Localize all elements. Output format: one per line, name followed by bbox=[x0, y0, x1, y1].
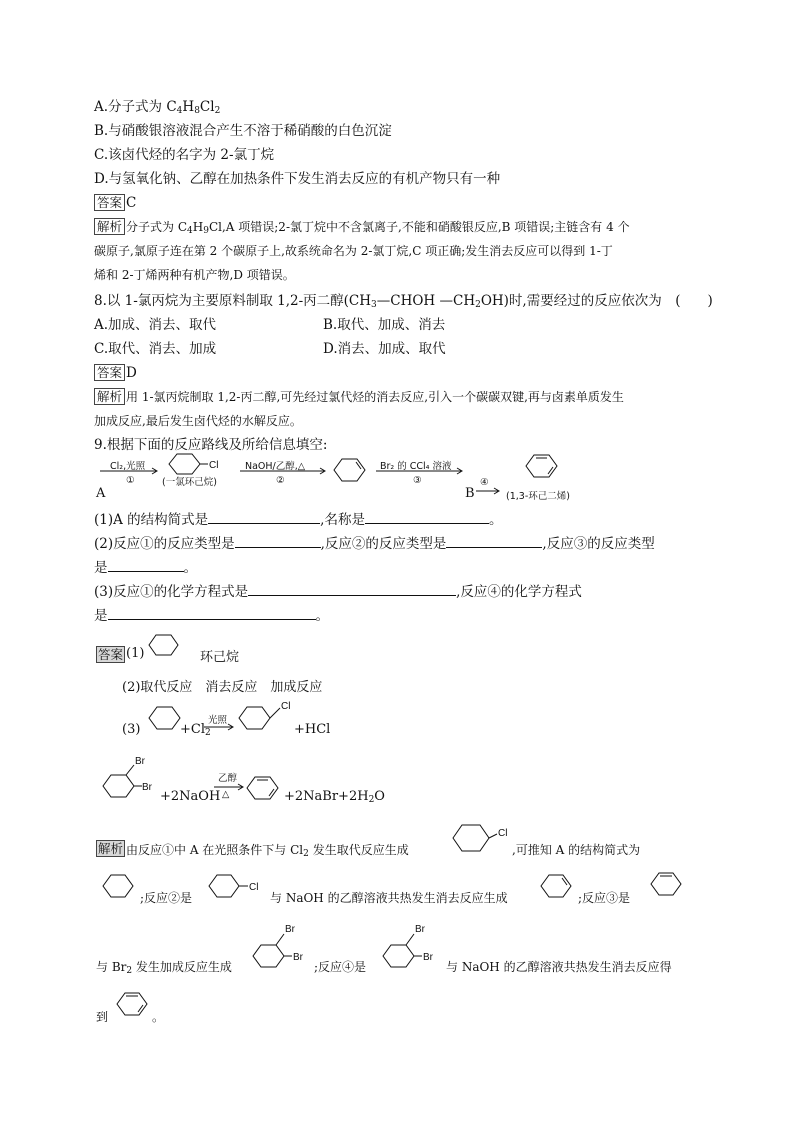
expl-chlorocyclohexane-1 bbox=[450, 822, 514, 854]
q9-expl-line2b: 与 NaOH 的乙醇溶液共热发生消去反应生成 bbox=[270, 891, 508, 905]
q9-ans1-prefix: (1) bbox=[126, 646, 145, 661]
eq1-condition: 光照 bbox=[208, 715, 228, 726]
svg-text:Br: Br bbox=[142, 782, 152, 793]
svg-text:Br: Br bbox=[135, 756, 145, 767]
q9-expl-line1: 由反应①中 A 在光照条件下与 $Cl_2$ 发生取代反应生成 bbox=[126, 843, 409, 859]
q9-ans2: (2)取代反应 消去反应 加成反应 bbox=[122, 680, 323, 695]
route-arrow-4 bbox=[476, 488, 504, 494]
q9-explanation-tag: 解析 bbox=[98, 841, 124, 856]
svg-text:Cl: Cl bbox=[281, 701, 291, 712]
q7-explanation-line2: 碳原子,氯原子连在第 2 个碳原子上,故系统命名为 2-氯丁烷,C 项正确;发生消去反应可以得到 1-丁 bbox=[94, 244, 613, 258]
eq1-arrow bbox=[204, 724, 238, 730]
q9-expl-line3c: ;反应④是 bbox=[314, 960, 367, 974]
q8-option-a: A.加成、消去、取代 bbox=[94, 317, 217, 333]
answer-tag: 答案 bbox=[94, 194, 125, 211]
q9-part2-cont: 是 。 bbox=[94, 557, 197, 577]
expl-chlorocyclohexane-2 bbox=[206, 872, 266, 902]
q9-part1: (1)A 的结构简式是 ,名称是 。 bbox=[94, 509, 502, 529]
route-step3-reagent: Br₂ 的 CCl₄ 溶液 bbox=[380, 461, 452, 472]
route-prod1-label: (一氯环己烷) bbox=[162, 477, 217, 488]
q9-part3: (3)反应①的化学方程式是 ,反应④的化学方程式 bbox=[94, 581, 582, 601]
q8-option-b: B.取代、加成、消去 bbox=[323, 317, 446, 333]
q7-option-b: B.与硝酸银溶液混合产生不溶于稀硝酸的白色沉淀 bbox=[94, 123, 392, 139]
q8-explanation-line1: 解析 用 1-氯丙烷制取 1,2-丙二醇,可先经过氯代烃的消去反应,引入一个碳碳双键,再与卤素单质发生 bbox=[94, 388, 624, 406]
route-step3-num: ③ bbox=[413, 475, 422, 486]
route-step4-num: ④ bbox=[480, 477, 489, 488]
q9-expl-line4a: 到 bbox=[96, 1010, 109, 1024]
q9-expl-line3d: 与 NaOH 的乙醇溶液共热发生消去反应得 bbox=[446, 960, 672, 974]
expl-dibromocyclohexane-2 bbox=[380, 922, 442, 972]
eq1-reagent: $+Cl_2$ bbox=[180, 722, 211, 738]
answer-tag: 答案 bbox=[94, 364, 125, 381]
route-step2-reagent: NaOH/乙醇,△ bbox=[245, 461, 306, 472]
q8-answer: 答案 D bbox=[94, 364, 137, 382]
eq2-arrow bbox=[214, 784, 248, 790]
eq2-condition-bottom: △ bbox=[222, 789, 230, 800]
route-a: A bbox=[96, 486, 106, 501]
eq2-cyclohexadiene bbox=[244, 774, 284, 804]
q9-part2: (2)反应①的反应类型是 ,反应②的反应类型是 ,反应③的反应类型 bbox=[94, 533, 655, 553]
eq2-tail: $+2NaBr+2H_2O$ bbox=[284, 789, 385, 805]
svg-text:Cl: Cl bbox=[498, 828, 508, 839]
q9-ans3-prefix: (3) bbox=[122, 722, 141, 737]
route-step1-num: ① bbox=[126, 475, 135, 486]
svg-text:Cl: Cl bbox=[249, 882, 259, 893]
route-prod4-label: (1,3-环己二烯) bbox=[506, 491, 570, 502]
q9-expl-line4b: 。 bbox=[152, 1010, 165, 1024]
eq1-chlorocyclohexane bbox=[236, 700, 296, 734]
q9-stem: 9.根据下面的反应路线及所给信息填空: bbox=[94, 437, 328, 453]
expl-cyclohexadiene bbox=[114, 990, 150, 1020]
q9-expl-line1-end: ,可推知 A 的结构简式为 bbox=[512, 843, 641, 857]
q9-ans1-name: 环己烷 bbox=[200, 650, 240, 665]
svg-text:Br: Br bbox=[285, 924, 295, 935]
q9-part3-cont: 是 。 bbox=[94, 605, 329, 625]
route-arrow-2 bbox=[240, 468, 330, 474]
q8-explanation-line2: 加成反应,最后发生卤代烃的水解反应。 bbox=[94, 414, 302, 428]
q9-expl-line2c: ;反应③是 bbox=[578, 891, 631, 905]
q9-expl-line3a: 与 $Br_2$ 发生加成反应生成 bbox=[96, 960, 232, 976]
q7-explanation-line3: 烯和 2-丁烯两种有机产物,D 项错误。 bbox=[94, 268, 295, 282]
explanation-tag: 解析 bbox=[94, 218, 125, 235]
eq2-dibromocyclohexane bbox=[100, 756, 158, 802]
expl-cyclohexene-2 bbox=[648, 870, 684, 900]
route-arrow-3 bbox=[376, 468, 466, 474]
cyclohexene-structure bbox=[330, 456, 370, 484]
q9-answer-tag: 答案 bbox=[98, 647, 124, 662]
route-step2-num: ② bbox=[276, 475, 285, 486]
eq1-tail: +HCl bbox=[294, 722, 331, 737]
explanation-tag: 解析 bbox=[94, 388, 125, 405]
q9-expl-line2a: ;反应②是 bbox=[140, 891, 193, 905]
q8-option-d: D.消去、加成、取代 bbox=[323, 341, 446, 357]
svg-text:Br: Br bbox=[415, 924, 425, 935]
cyclohexadiene-structure bbox=[522, 452, 562, 480]
svg-text:Cl: Cl bbox=[209, 460, 219, 471]
route-b: B bbox=[465, 486, 475, 501]
q7-option-a: A.分子式为 $C_4H_8Cl_2$ bbox=[94, 99, 221, 116]
q7-explanation-line1: 解析 分子式为 $C_4H_9Cl,A$ 项错误;2-氯丁烷中不含氯离子,不能和硝酸银反应,B 项错误;主链含有 4 个 bbox=[94, 218, 630, 236]
q7-answer: 答案 C bbox=[94, 194, 136, 212]
q7-option-c: C.该卤代烃的名字为 2-氯丁烷 bbox=[94, 147, 275, 163]
q7-option-d: D.与氢氧化钠、乙醇在加热条件下发生消去反应的有机产物只有一种 bbox=[94, 171, 501, 187]
expl-dibromocyclohexane-1 bbox=[250, 922, 312, 972]
q8-stem: 8.以 1-氯丙烷为主要原料制取 1,2-丙二醇($CH_3—CHOH$ $—CH_2OH$)时,需要经过的反应依次为 ( ) bbox=[94, 293, 713, 310]
route-step1-reagent: Cl₂,光照 bbox=[110, 461, 146, 472]
eq2-condition-top: 乙醇 bbox=[218, 773, 238, 784]
svg-text:Br: Br bbox=[423, 952, 433, 963]
expl-cyclohexane bbox=[100, 872, 136, 902]
route-arrow-1 bbox=[100, 468, 160, 474]
svg-text:Br: Br bbox=[293, 952, 303, 963]
cyclohexane-structure bbox=[146, 633, 182, 659]
expl-cyclohexene-1 bbox=[538, 872, 574, 902]
q8-option-c: C.取代、消去、加成 bbox=[94, 341, 217, 357]
eq2-reagent: +2NaOH bbox=[160, 789, 221, 804]
